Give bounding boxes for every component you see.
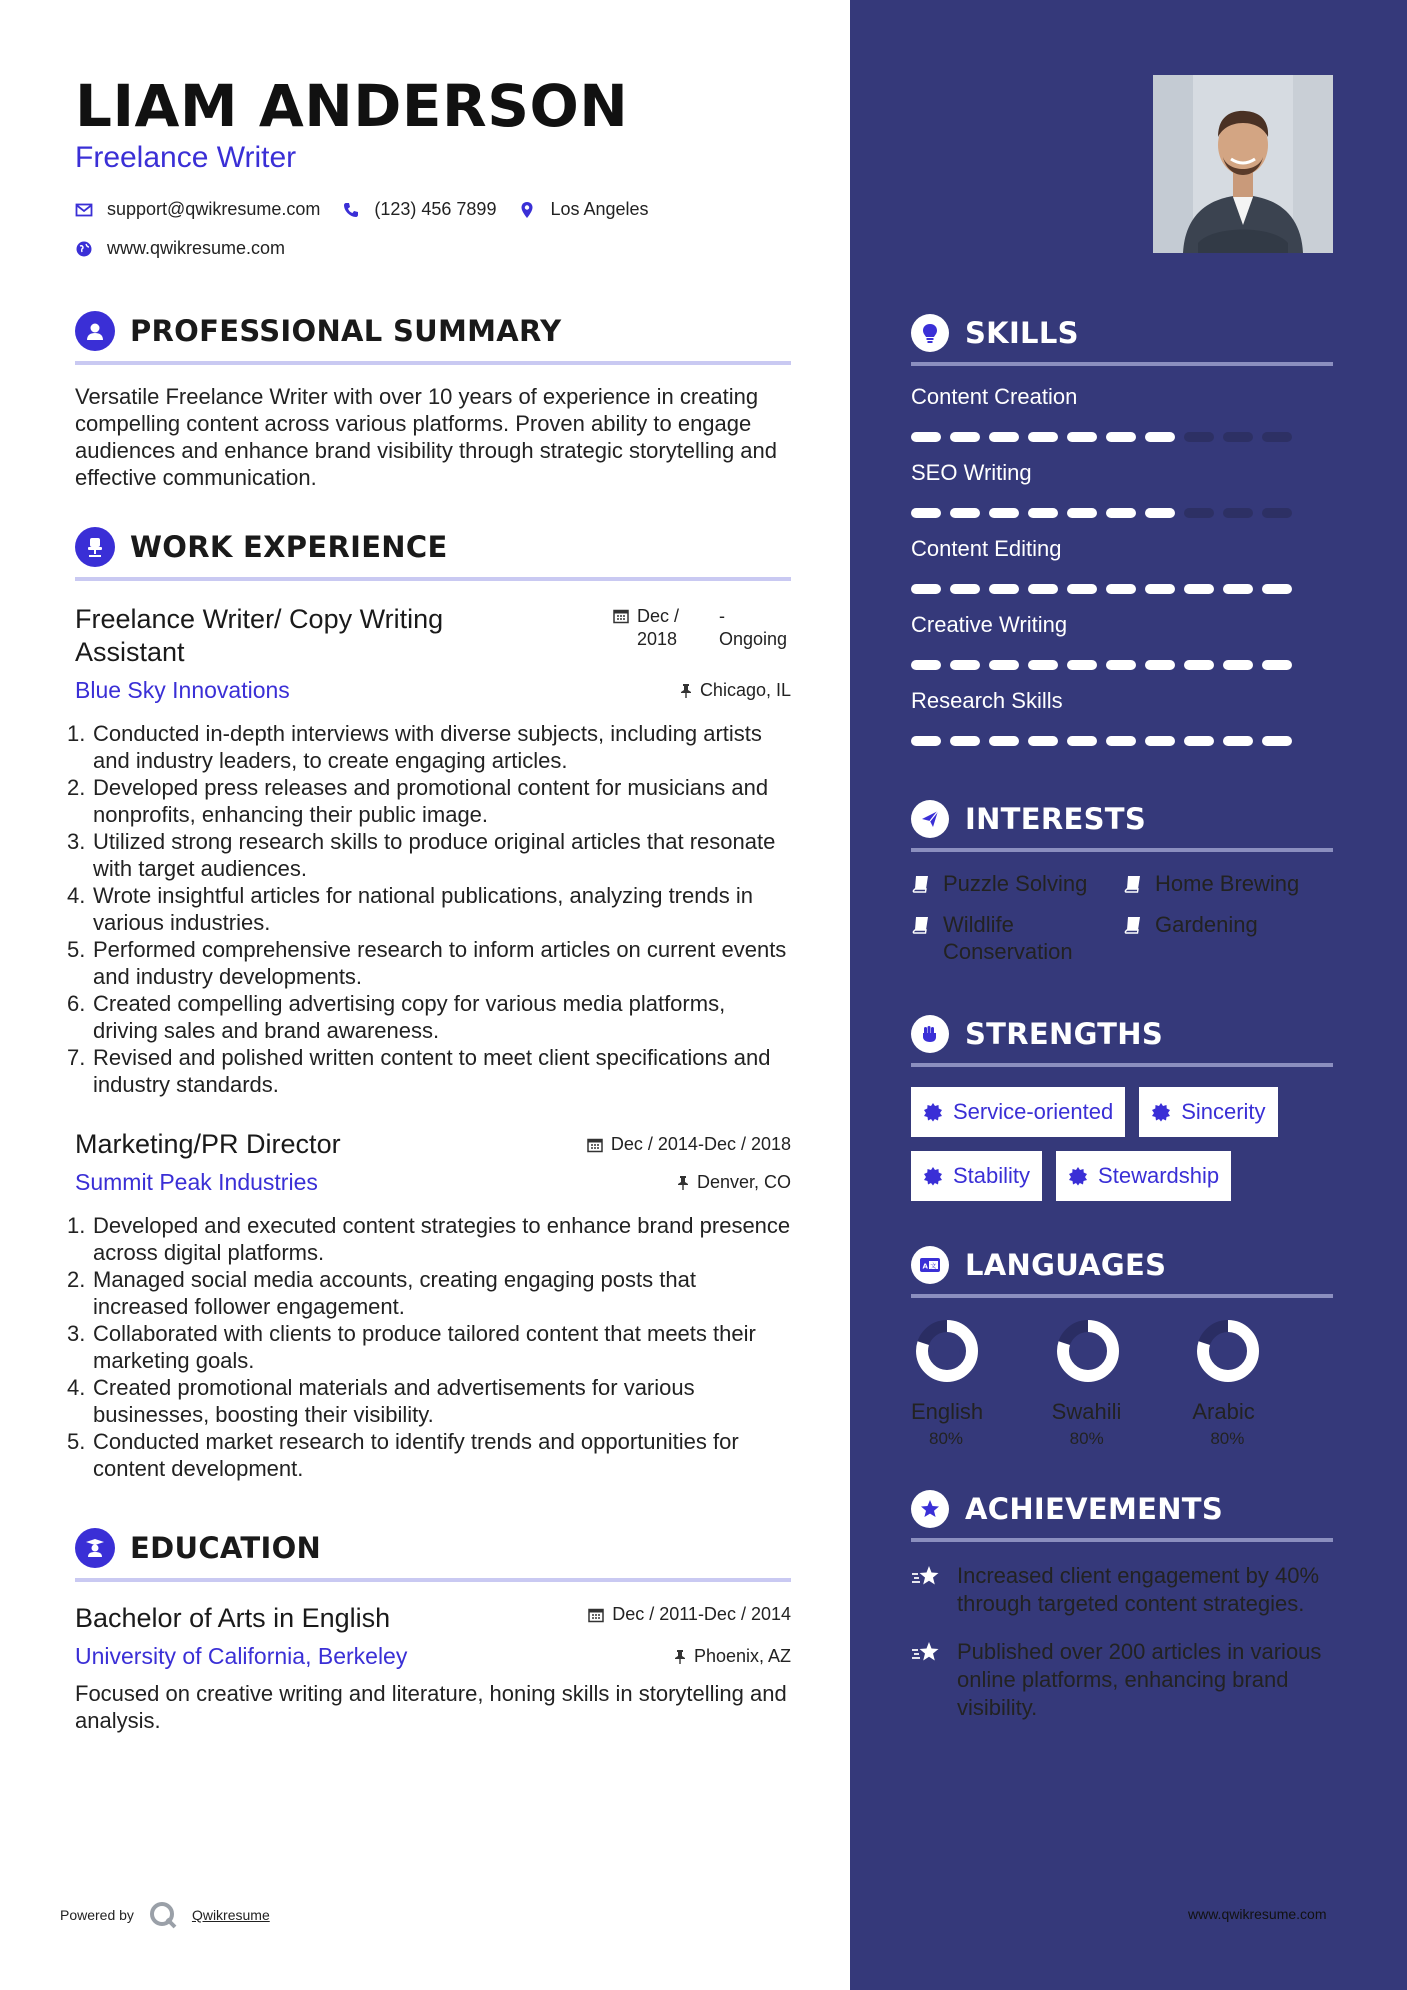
badge-burst-icon (923, 1102, 943, 1122)
star-badge-icon (911, 1490, 949, 1528)
skill-dash-filled (911, 584, 941, 594)
candidate-title: Freelance Writer (75, 141, 297, 174)
job-role: Marketing/PR Director (75, 1129, 341, 1159)
language-name: English (911, 1399, 984, 1424)
summary-divider (75, 361, 791, 365)
achievements-section (911, 1490, 1333, 1722)
language-percent: 80% (929, 1429, 964, 1448)
strengths-divider (911, 1063, 1333, 1067)
achievement-item (911, 1638, 1333, 1722)
skill-item (911, 612, 1333, 670)
skill-dash-filled (1184, 584, 1214, 594)
skill-dash-filled (1184, 660, 1214, 670)
list-item: Developed and executed content strategies to enhance brand presence across digital platforms. (93, 1213, 791, 1265)
skill-dash-filled (1223, 584, 1253, 594)
skill-dash-filled (1067, 432, 1097, 442)
skill-dash-filled (1028, 508, 1058, 518)
pushpin-icon (677, 1175, 689, 1191)
language-item (1052, 1320, 1193, 1449)
interests-title: INTERESTS (965, 802, 1147, 836)
globe-icon (75, 240, 93, 258)
languages-divider (911, 1294, 1333, 1298)
language-percent: 80% (1069, 1429, 1104, 1448)
contact-email[interactable] (75, 199, 320, 220)
skill-dash-filled (1106, 508, 1136, 518)
footer-powered-by (60, 1900, 270, 1930)
skill-meter (911, 432, 1333, 442)
language-percent: 80% (1210, 1429, 1245, 1448)
skill-dash-filled (989, 660, 1019, 670)
contact-row-2 (75, 238, 850, 259)
skill-item (911, 536, 1333, 594)
skill-dash-filled (911, 660, 941, 670)
job-date-end: -Ongoing (719, 606, 788, 649)
calendar-icon (588, 1607, 604, 1623)
experience-divider (75, 577, 791, 581)
skill-dash-filled (1067, 736, 1097, 746)
skill-name: Research Skills (911, 688, 1063, 713)
book-icon (911, 915, 931, 935)
skill-dash-filled (1028, 736, 1058, 746)
skill-dash-filled (1067, 508, 1097, 518)
profile-photo (1153, 75, 1333, 253)
job-bullets (75, 720, 791, 1098)
interest-label: Puzzle Solving (943, 871, 1088, 896)
strength-label: Service-oriented (953, 1099, 1114, 1124)
skill-dash-filled (1145, 584, 1175, 594)
skill-dash-filled (1067, 660, 1097, 670)
achievement-item (911, 1562, 1333, 1618)
skill-dash-filled (1106, 432, 1136, 442)
skill-item (911, 460, 1333, 518)
skills-divider (911, 362, 1333, 366)
skill-name: Creative Writing (911, 612, 1068, 637)
skill-dash-filled (1262, 736, 1292, 746)
skills-section (911, 314, 1333, 746)
skill-dash-filled (1145, 736, 1175, 746)
contact-website[interactable] (75, 238, 285, 259)
donut-hole (934, 1338, 960, 1364)
strengths-section (911, 1015, 1333, 1201)
strengths-list (911, 1087, 1333, 1201)
education-title: EDUCATION (130, 1531, 322, 1565)
summary-title: PROFESSIONAL SUMMARY (130, 314, 562, 348)
skill-meter (911, 736, 1333, 746)
skill-dash-empty (1262, 432, 1292, 442)
languages-title: LANGUAGES (965, 1248, 1167, 1282)
donut-hole (1075, 1338, 1101, 1364)
skill-dash-filled (1184, 736, 1214, 746)
donut-hole (1215, 1338, 1241, 1364)
education-entry (75, 1602, 791, 1734)
languages-list (911, 1320, 1333, 1449)
skill-dash-filled (1262, 584, 1292, 594)
strength-chip (1056, 1151, 1231, 1201)
qwikresume-logo-icon (148, 1900, 178, 1930)
skills-title: SKILLS (965, 316, 1079, 350)
language-name: Arabic (1192, 1399, 1255, 1424)
languages-section (911, 1246, 1333, 1449)
language-card-icon (911, 1246, 949, 1284)
interests-list (911, 870, 1333, 965)
badge-burst-icon (1151, 1102, 1171, 1122)
skill-dash-filled (1145, 508, 1175, 518)
badge-burst-icon (923, 1166, 943, 1186)
list-item: Created promotional materials and advertisements for various businesses, boosting their visibility. (93, 1375, 695, 1427)
skill-dash-filled (1223, 660, 1253, 670)
calendar-icon (613, 608, 629, 624)
skill-dash-filled (1106, 660, 1136, 670)
interest-label: Gardening (1155, 912, 1258, 937)
degree-name: Bachelor of Arts in English (75, 1603, 391, 1633)
school-name: University of California, Berkeley (75, 1643, 408, 1669)
svg-text:A: A (922, 1262, 928, 1271)
education-location (674, 1646, 791, 1667)
language-item (911, 1320, 1052, 1449)
skill-item (911, 688, 1333, 746)
person-photo-icon (1153, 75, 1333, 253)
education-date (588, 1604, 791, 1625)
contact-location (518, 199, 648, 220)
skill-dash-filled (950, 736, 980, 746)
skill-dash-filled (950, 584, 980, 594)
company-name: Blue Sky Innovations (75, 677, 290, 703)
map-pin-icon (518, 201, 536, 219)
skill-dash-filled (1028, 584, 1058, 594)
powered-by-text: Powered by (60, 1907, 134, 1923)
skill-dash-empty (1223, 432, 1253, 442)
skill-dash-filled (1145, 432, 1175, 442)
skill-dash-filled (950, 432, 980, 442)
calendar-icon (587, 1137, 603, 1153)
skills-list (911, 384, 1333, 746)
language-name: Swahili (1051, 1399, 1122, 1424)
list-item: Utilized strong research skills to produce original articles that resonate with target audiences. (93, 829, 776, 881)
graduate-icon (75, 1528, 115, 1568)
skill-dash-filled (911, 736, 941, 746)
skill-dash-empty (1184, 508, 1214, 518)
candidate-name: LIAM ANDERSON (75, 72, 629, 140)
skill-dash-empty (1184, 432, 1214, 442)
skill-dash-filled (911, 432, 941, 442)
strength-chip (1139, 1087, 1277, 1137)
achievements-divider (911, 1538, 1333, 1542)
user-icon (75, 311, 115, 351)
skill-name: Content Editing (911, 536, 1062, 561)
badge-burst-icon (1068, 1166, 1088, 1186)
list-item: Developed press releases and promotional content for musicians and nonprofits, enhancing their public image. (93, 775, 769, 827)
interest-label: Home Brewing (1155, 871, 1300, 896)
language-donut (1197, 1320, 1259, 1382)
interests-divider (911, 848, 1333, 852)
list-item: Managed social media accounts, creating engaging posts that increased follower engagement. (93, 1267, 696, 1319)
strength-label: Stability (953, 1163, 1031, 1188)
job-role: Freelance Writer/ Copy Writing Assistant (75, 604, 444, 667)
job-date (613, 605, 791, 651)
phone-icon (342, 201, 360, 219)
skill-dash-empty (1223, 508, 1253, 518)
list-item: Wrote insightful articles for national publications, analyzing trends in various industries. (93, 883, 753, 935)
list-item: Revised and polished written content to meet client specifications and industry standards. (93, 1045, 771, 1097)
education-divider (75, 1578, 791, 1582)
office-chair-icon (75, 527, 115, 567)
skill-name: Content Creation (911, 384, 1078, 409)
interests-section (911, 800, 1333, 965)
paper-plane-icon (911, 800, 949, 838)
skill-meter (911, 660, 1333, 670)
strength-chip (911, 1087, 1125, 1137)
skill-meter (911, 584, 1333, 594)
skill-meter (911, 508, 1333, 518)
achievements-title: ACHIEVEMENTS (965, 1492, 1224, 1526)
education-heading (75, 1528, 791, 1568)
book-icon (911, 874, 931, 894)
skill-item (911, 384, 1333, 442)
skill-dash-filled (989, 584, 1019, 594)
svg-text:文: 文 (930, 1262, 937, 1270)
fist-icon (911, 1015, 949, 1053)
footer-website[interactable]: www.qwikresume.com (1188, 1906, 1327, 1922)
book-icon (1123, 915, 1143, 935)
strength-chip (911, 1151, 1042, 1201)
job-location-text: Chicago, IL (699, 680, 791, 700)
job-bullets (75, 1212, 791, 1482)
skill-dash-filled (1028, 660, 1058, 670)
location-text: Los Angeles (550, 199, 649, 219)
summary-text: Versatile Freelance Writer with over 10 years of experience in creating compelling content across various platforms. Proven ability to engage audiences and enhance brand visibility through strategic storytelling and effective communication. (75, 384, 777, 490)
strength-label: Stewardship (1098, 1163, 1220, 1188)
language-donut (916, 1320, 978, 1382)
job-location-text: Denver, CO (696, 1172, 791, 1192)
experience-title: WORK EXPERIENCE (130, 530, 448, 564)
skill-dash-filled (1106, 736, 1136, 746)
email-text: support@qwikresume.com (107, 199, 321, 219)
list-item (911, 870, 1123, 897)
skill-dash-filled (911, 508, 941, 518)
skill-dash-filled (989, 432, 1019, 442)
job-date (587, 1134, 791, 1155)
job-location (677, 1172, 791, 1193)
contact-row-1 (75, 199, 850, 220)
education-description: Focused on creative writing and literature, honing skills in storytelling and analysis. (75, 1681, 787, 1733)
skill-dash-filled (950, 660, 980, 670)
skill-dash-empty (1262, 508, 1292, 518)
education-date-text: Dec / 2011-Dec / 2014 (612, 1604, 791, 1624)
strength-label: Sincerity (1181, 1099, 1266, 1124)
list-item (1123, 870, 1333, 897)
skill-dash-filled (1262, 660, 1292, 670)
skill-dash-filled (1067, 584, 1097, 594)
phone-text: (123) 456 7899 (374, 199, 497, 219)
lightbulb-icon (911, 314, 949, 352)
list-item: Conducted in-depth interviews with diverse subjects, including artists and industry leaders, to create engaging articles. (93, 721, 762, 773)
interest-label: Wildlife Conservation (943, 912, 1073, 964)
shooting-star-icon (911, 1640, 943, 1666)
contact-phone[interactable] (342, 199, 496, 220)
website-text: www.qwikresume.com (107, 238, 286, 258)
job-entry (75, 603, 791, 1098)
job-date-text: Dec / 2014-Dec / 2018 (610, 1134, 791, 1154)
shooting-star-icon (911, 1564, 943, 1590)
list-item: Conducted market research to identify trends and opportunities for content development. (93, 1429, 739, 1481)
list-item: Created compelling advertising copy for various media platforms, driving sales and brand awareness. (93, 991, 726, 1043)
envelope-icon (75, 201, 93, 219)
skill-dash-filled (1223, 736, 1253, 746)
list-item (911, 911, 1123, 965)
strengths-title: STRENGTHS (965, 1017, 1164, 1051)
language-donut (1057, 1320, 1119, 1382)
book-icon (1123, 874, 1143, 894)
skill-dash-filled (1028, 432, 1058, 442)
qwikresume-link[interactable]: Qwikresume (191, 1907, 270, 1923)
skill-name: SEO Writing (911, 460, 1032, 485)
education-location-text: Phoenix, AZ (693, 1646, 791, 1666)
pushpin-icon (680, 683, 692, 699)
achievement-text: Published over 200 articles in various online platforms, enhancing brand visibility. (957, 1639, 1322, 1720)
skill-dash-filled (950, 508, 980, 518)
list-item (1123, 911, 1333, 965)
achievement-text: Increased client engagement by 40% through targeted content strategies. (957, 1563, 1320, 1616)
language-item (1192, 1320, 1333, 1449)
skill-dash-filled (1106, 584, 1136, 594)
skill-dash-filled (989, 508, 1019, 518)
job-entry (75, 1128, 791, 1482)
list-item: Performed comprehensive research to inform articles on current events and industry developments. (93, 937, 787, 989)
job-location (680, 680, 791, 701)
summary-heading (75, 311, 791, 351)
pushpin-icon (674, 1649, 686, 1665)
skill-dash-filled (989, 736, 1019, 746)
company-name: Summit Peak Industries (75, 1169, 318, 1195)
list-item: Collaborated with clients to produce tailored content that meets their marketing goals. (93, 1321, 756, 1373)
experience-heading (75, 527, 791, 567)
skill-dash-filled (1145, 660, 1175, 670)
job-date-start: Dec / 2018 (637, 606, 680, 649)
